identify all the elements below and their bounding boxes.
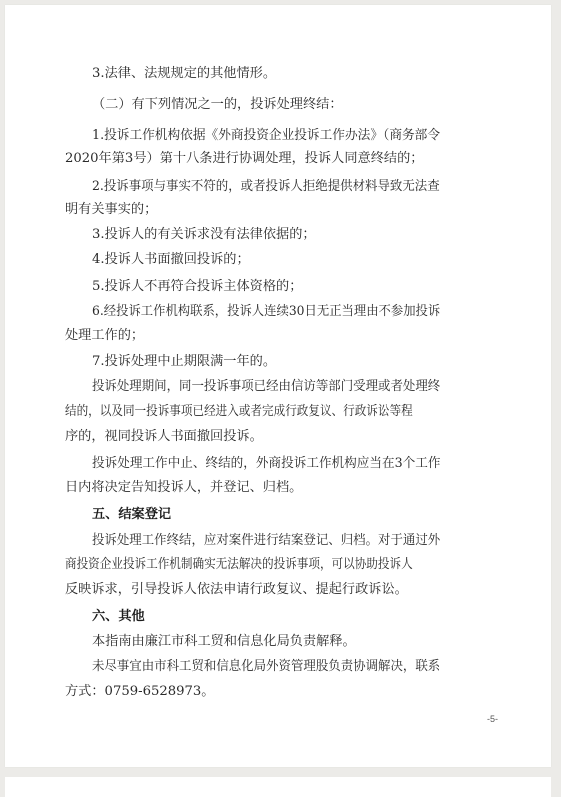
text-line: （二）有下列情况之一的，投诉处理终结： <box>92 97 343 112</box>
text-line: 投诉处理期间，同一投诉事项已经由信访等部门受理或者处理终 <box>92 379 441 394</box>
page-number: -5- <box>487 714 498 724</box>
text-line: 5.投诉人不再符合投诉主体资格的； <box>92 279 303 294</box>
text-line: 本指南由廉江市科工贸和信息化局负责解释。 <box>92 634 356 649</box>
text-line: 商投资企业投诉工作机制确实无法解决的投诉事项，可以协助投诉人 <box>65 557 413 572</box>
section-heading: 五、结案登记 <box>92 507 172 522</box>
text-line: 序的，视同投诉人书面撤回投诉。 <box>65 429 263 444</box>
text-line: 1.投诉工作机构依据《外商投资企业投诉工作办法》（商务部令 <box>92 128 441 143</box>
text-line: 日内将决定告知投诉人，并登记、归档。 <box>65 480 303 495</box>
text-line: 反映诉求，引导投诉人依法申请行政复议、提起行政诉讼。 <box>65 582 408 597</box>
text-line: 投诉处理工作中止、终结的，外商投诉工作机构应当在3个工作 <box>92 456 441 471</box>
text-line: 结的，以及同一投诉事项已经进入或者完成行政复议、行政诉讼等程 <box>65 404 413 419</box>
text-line: 处理工作的； <box>65 328 145 343</box>
next-page-edge <box>5 777 551 797</box>
text-line: 未尽事宜由市科工贸和信息化局外资管理股负责协调解决，联系 <box>92 659 441 674</box>
text-line: 3.投诉人的有关诉求没有法律依据的； <box>92 227 316 242</box>
text-line: 投诉处理工作终结，应对案件进行结案登记、归档。对于通过外 <box>92 533 441 548</box>
text-line: 3.法律、法规规定的其他情形。 <box>92 66 277 81</box>
section-heading: 六、其他 <box>92 609 145 624</box>
text-line: 7.投诉处理中止期限满一年的。 <box>92 354 277 369</box>
text-line: 6.经投诉工作机构联系，投诉人连续30日无正当理由不参加投诉 <box>92 304 441 319</box>
text-line: 2020年第3号）第十八条进行协调处理，投诉人同意终结的； <box>65 151 424 166</box>
text-line: 明有关事实的； <box>65 202 158 217</box>
text-line: 2.投诉事项与事实不符的，或者投诉人拒绝提供材料导致无法查 <box>92 179 440 194</box>
text-line: 方式：0759-6528973。 <box>65 684 215 699</box>
text-line: 4.投诉人书面撤回投诉的； <box>92 252 250 267</box>
